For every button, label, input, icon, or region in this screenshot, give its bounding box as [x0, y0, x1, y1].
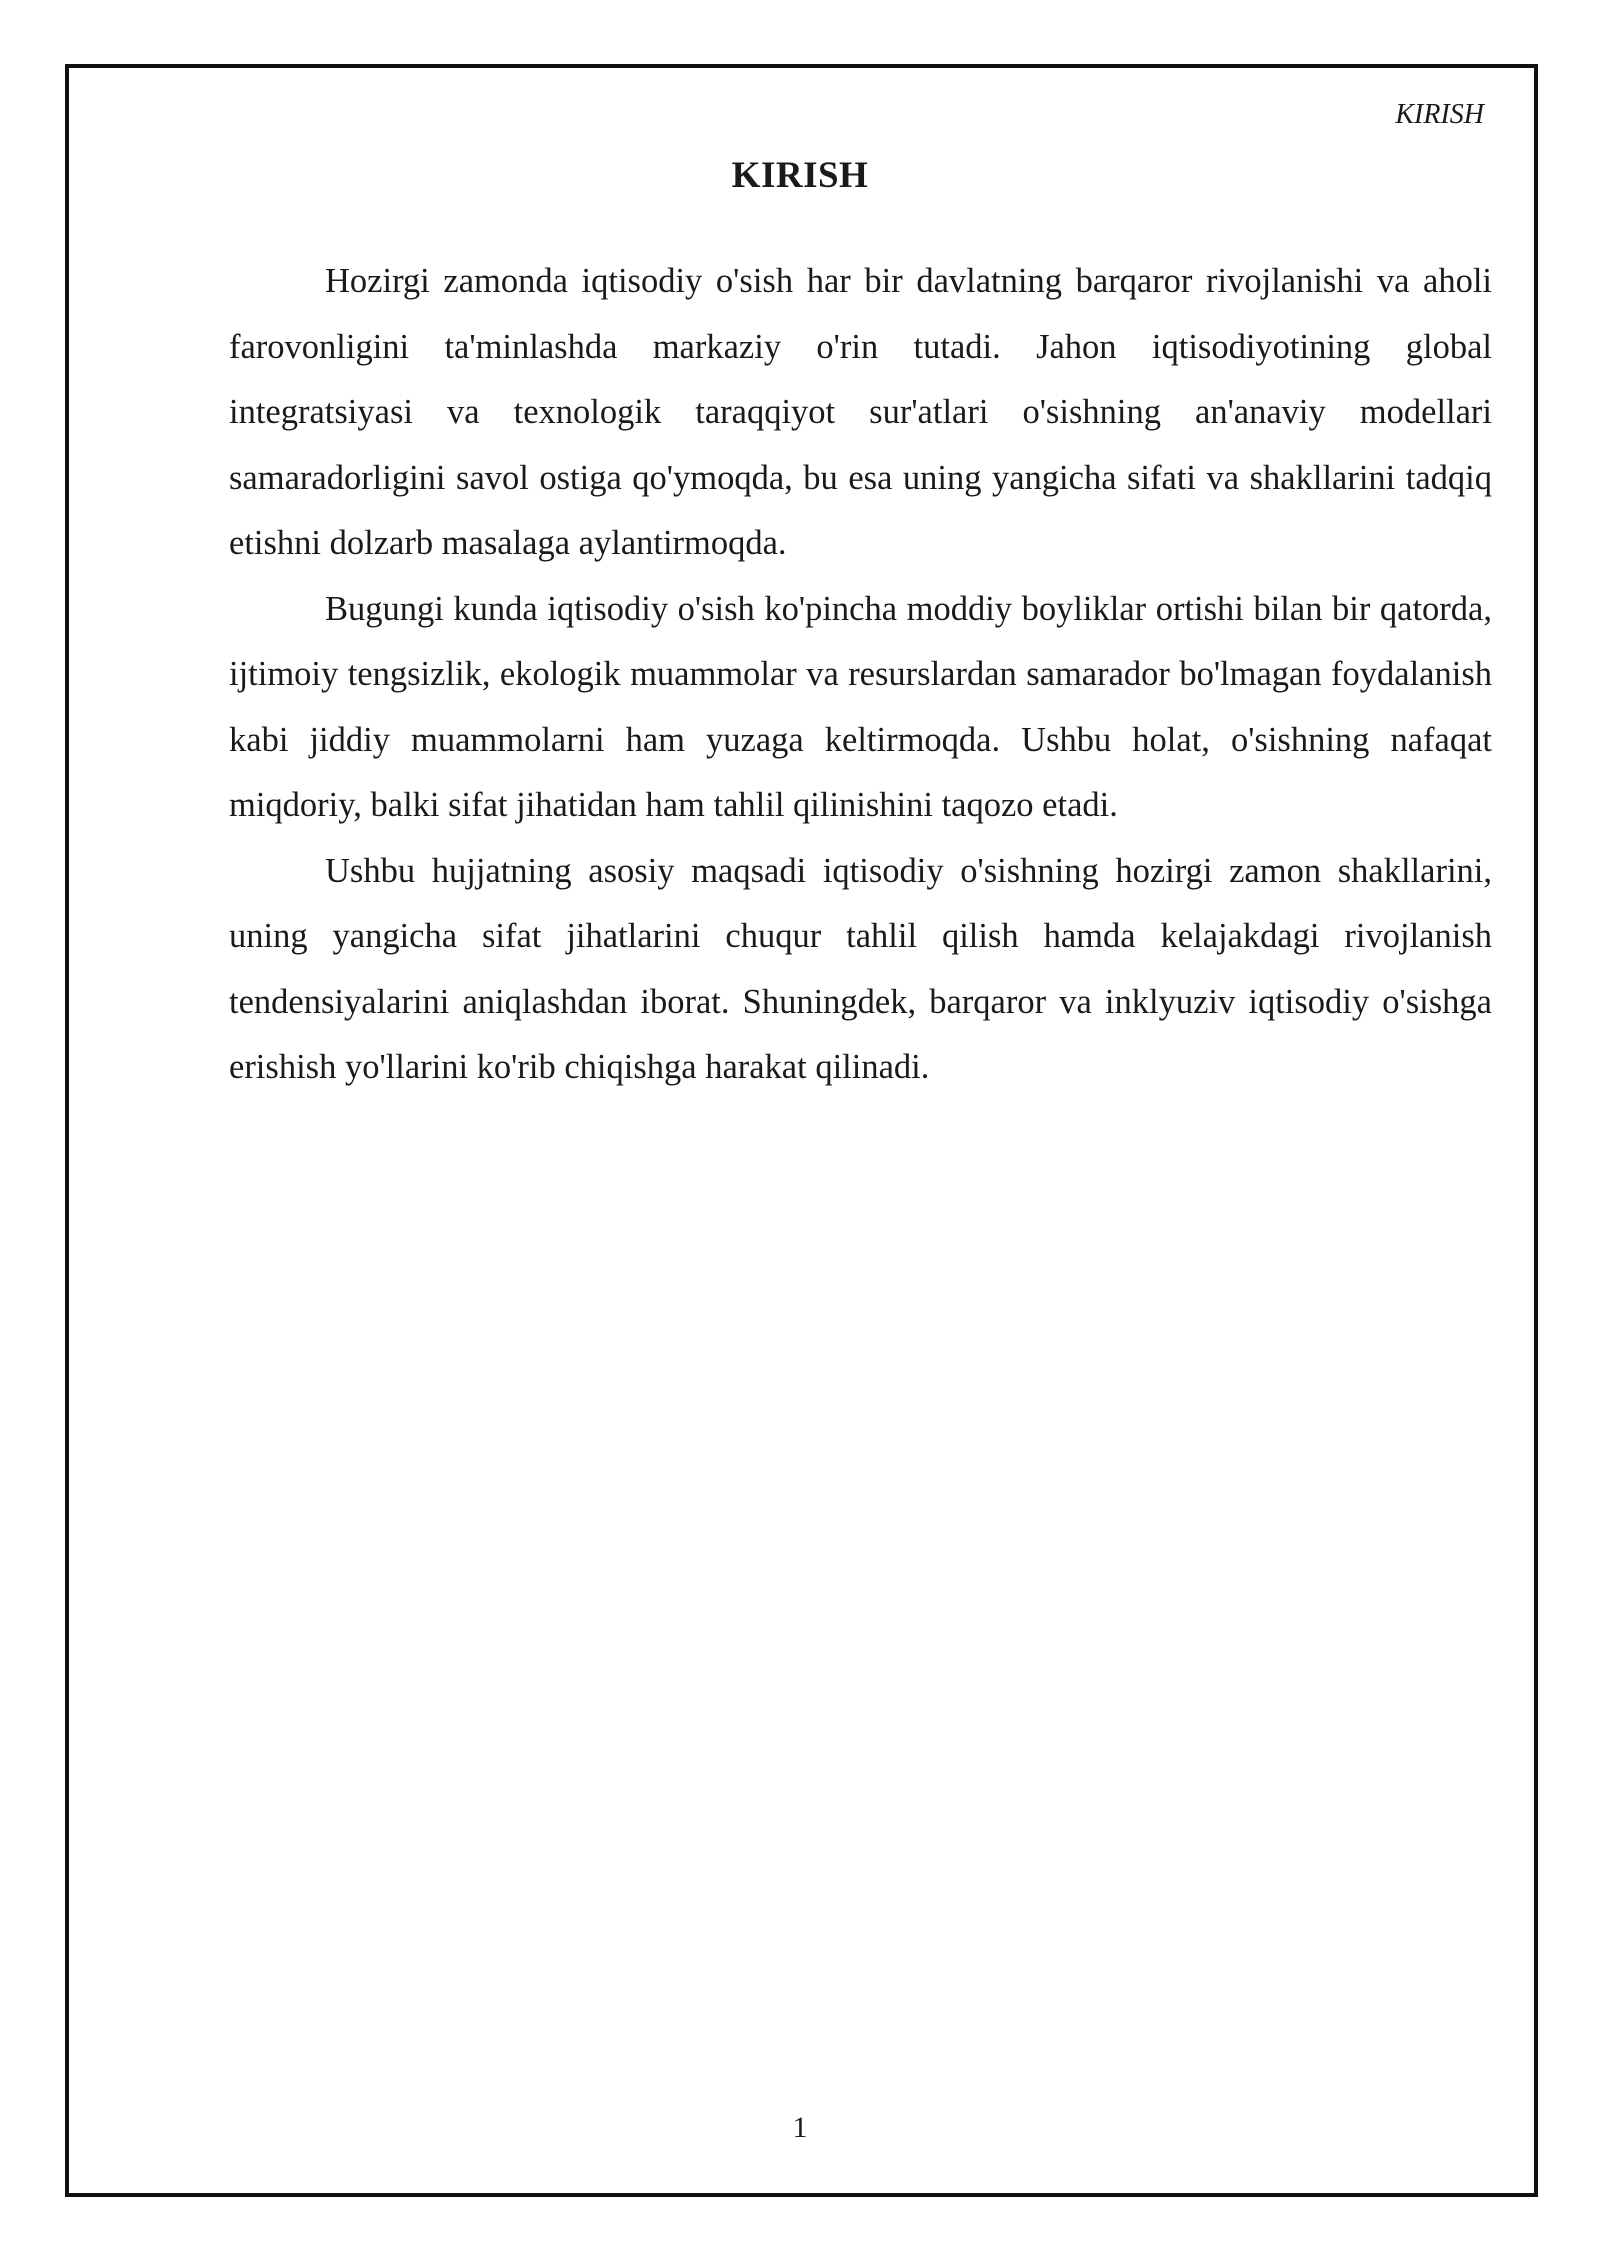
- document-title: KIRISH: [731, 155, 869, 196]
- running-header: KIRISH: [1395, 99, 1484, 130]
- paragraph-2: Bugungi kunda iqtisodiy o'sish ko'pincha moddiy boyliklar ortishi bilan bir qatorda, ijtimoiy tengsizlik, ekologik muammolar va resurslardan samarador bo'lmagan foydalanish kabi jiddiy muammolarni ham yuzaga keltirmoqda. Ushbu holat, o'sishning nafaqat miqdoriy, balki sifat jihatidan ham tahlil qilinishini taqozo etadi.: [229, 589, 1492, 824]
- page-number: 1: [792, 2111, 808, 2144]
- document-body: [229, 249, 1492, 1101]
- paragraph-1: Hozirgi zamonda iqtisodiy o'sish har bir davlatning barqaror rivojlanishi va aholi farovonligini ta'minlashda markaziy o'rin tutadi. Jahon iqtisodiyotining global integratsiyasi va texnologik taraqqiyot sur'atlari o'sishning an'anaviy modellari samaradorligini savol ostiga qo'ymoqda, bu esa uning yangicha sifati va shakllarini tadqiq etishni dolzarb masalaga aylantirmoqda.: [229, 262, 1492, 562]
- paragraph-3: Ushbu hujjatning asosiy maqsadi iqtisodiy o'sishning hozirgi zamon shakllarini, uning yangicha sifat jihatlarini chuqur tahlil qilish hamda kelajakdagi rivojlanish tendensiyalarini aniqlashdan iborat. Shuningdek, barqaror va inklyuziv iqtisodiy o'sishga erishish yo'llarini ko'rib chiqishga harakat qilinadi.: [229, 851, 1492, 1086]
